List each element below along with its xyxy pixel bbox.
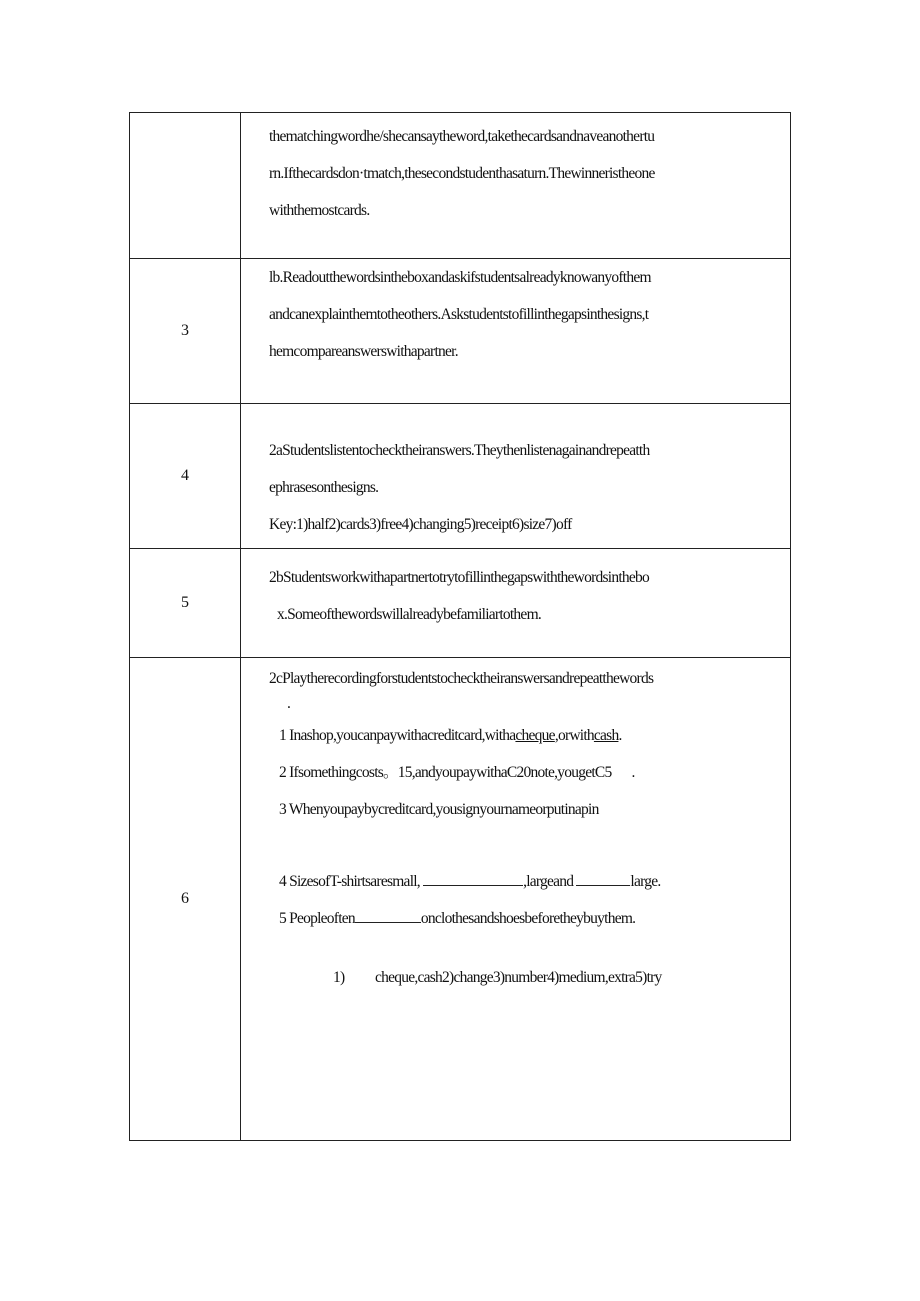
text-line: lb.Readoutthewordsintheboxandaskifstudentsalreadyknowanyofthem: [269, 269, 651, 286]
text-line: x.Someofthewordswillalreadybefamiliartothem.: [277, 606, 541, 623]
exercise-sentence-5: 5 Peopleoften onclothesandshoesbeforetheybuythem.: [279, 910, 636, 927]
text-line: 2aStudentslistentochecktheiranswers.Theythenlistenagainandrepeatth: [269, 442, 650, 459]
step-number: 6: [130, 658, 241, 1141]
step-number: [130, 113, 241, 259]
step-description: [241, 658, 791, 1141]
table-row: [130, 259, 791, 404]
text-line: Key:1)half2)cards3)free4)changing5)receipt6)size7)off: [269, 516, 572, 533]
step-number: 3: [130, 259, 241, 404]
answer-blank: [423, 873, 523, 886]
step-description: [241, 259, 791, 404]
answer-cheque: cheque: [515, 727, 555, 744]
table-row: [130, 658, 791, 1141]
text-line: withthemostcards.: [269, 202, 370, 219]
exercise-sentence-4: 4 SizesofT-shirtsaresmall, ,largeand large.: [279, 873, 661, 890]
step-number: 5: [130, 549, 241, 658]
text-line: ephrasesonthesigns.: [269, 479, 379, 496]
text-line: 2cPlaytherecordingforstudentstochecktheiranswersandrepeatthewords: [269, 670, 654, 687]
answer-blank: [355, 910, 421, 923]
text-line: thematchingwordhe/shecansaytheword,takethecardsandnaveanothertu: [269, 128, 655, 145]
answer-cash: cash: [593, 727, 619, 744]
text-line: rn.Ifthecardsdon·tmatch,thesecondstudenthasaturn.Thewinneristheone: [269, 165, 655, 182]
table-row: [130, 404, 791, 549]
step-description: [241, 549, 791, 658]
answer-key: 1) cheque,cash2)change3)number4)medium,extra5)try: [333, 969, 662, 986]
exercise-sentence-3: 3 Whenyoupaybycreditcard,yousignyournameorputinapin: [279, 801, 599, 818]
text-line: hemcompareanswerswithapartner.: [269, 343, 458, 360]
text-line: .: [287, 695, 291, 712]
step-number: 4: [130, 404, 241, 549]
table-row: [130, 549, 791, 658]
table-row: [130, 113, 791, 259]
text-line: andcanexplainthemtotheothers.Askstudentstofillinthegapsinthesigns,t: [269, 306, 649, 323]
lesson-plan-table: [129, 112, 791, 1141]
exercise-sentence-2: 2 Ifsomethingcosts。15,andyoupaywithaC20note,yougetC5 .: [279, 764, 635, 781]
text-line: 2bStudentsworkwithapartnertotrytofillinthegapswiththewordsinthebo: [269, 569, 650, 586]
answer-blank: [576, 873, 630, 886]
step-description: [241, 113, 791, 259]
step-description: [241, 404, 791, 549]
exercise-sentence-1: 1 Inashop,youcanpaywithacreditcard,withacheque,orwithcash.: [279, 727, 622, 744]
